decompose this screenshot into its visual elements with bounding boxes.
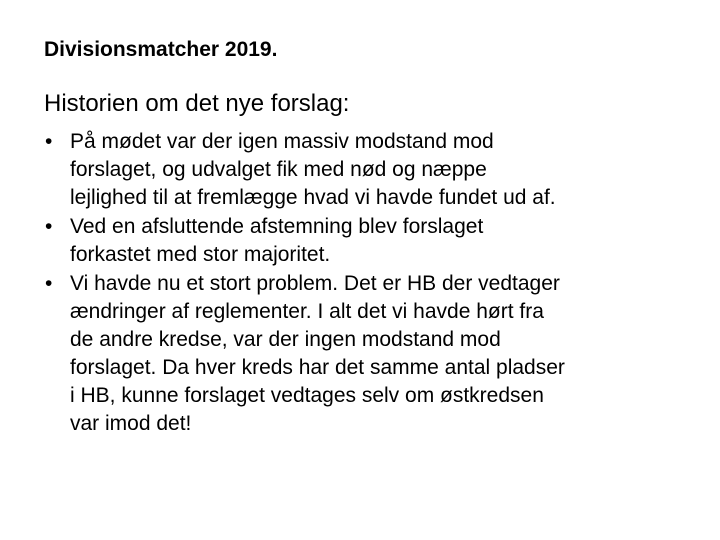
bullet-line: forkastet med stor majoritet. — [70, 243, 331, 266]
bullet-line: var imod det! — [70, 412, 192, 435]
bullet-list — [44, 128, 694, 439]
bullet-line: Vi havde nu et stort problem. Det er HB der vedtager — [70, 272, 560, 295]
bullet-icon: • — [45, 215, 53, 238]
bullet-text — [70, 128, 694, 212]
bullet-line: i HB, kunne forslaget vedtages selv om østkredsen — [70, 384, 544, 407]
bullet-line: På mødet var der igen massiv modstand mod — [70, 130, 494, 153]
bullet-line: de andre kredse, var der ingen modstand mod — [70, 328, 501, 351]
bullet-item — [44, 270, 694, 438]
slide-subtitle: Historien om det nye forslag: — [44, 90, 350, 117]
bullet-text — [70, 270, 694, 438]
slide-title: Divisionsmatcher 2019. — [44, 38, 278, 61]
bullet-icon: • — [45, 272, 53, 295]
bullet-item — [44, 128, 694, 212]
bullet-line: ændringer af reglementer. I alt det vi havde hørt fra — [70, 300, 544, 323]
bullet-line: Ved en afsluttende afstemning blev forslaget — [70, 215, 484, 238]
bullet-line: forslaget. Da hver kreds har det samme antal pladser — [70, 356, 565, 379]
bullet-text — [70, 213, 694, 269]
bullet-line: lejlighed til at fremlægge hvad vi havde fundet ud af. — [70, 186, 556, 209]
bullet-icon: • — [45, 130, 53, 153]
bullet-line: forslaget, og udvalget fik med nød og næppe — [70, 158, 487, 181]
bullet-item — [44, 213, 694, 269]
